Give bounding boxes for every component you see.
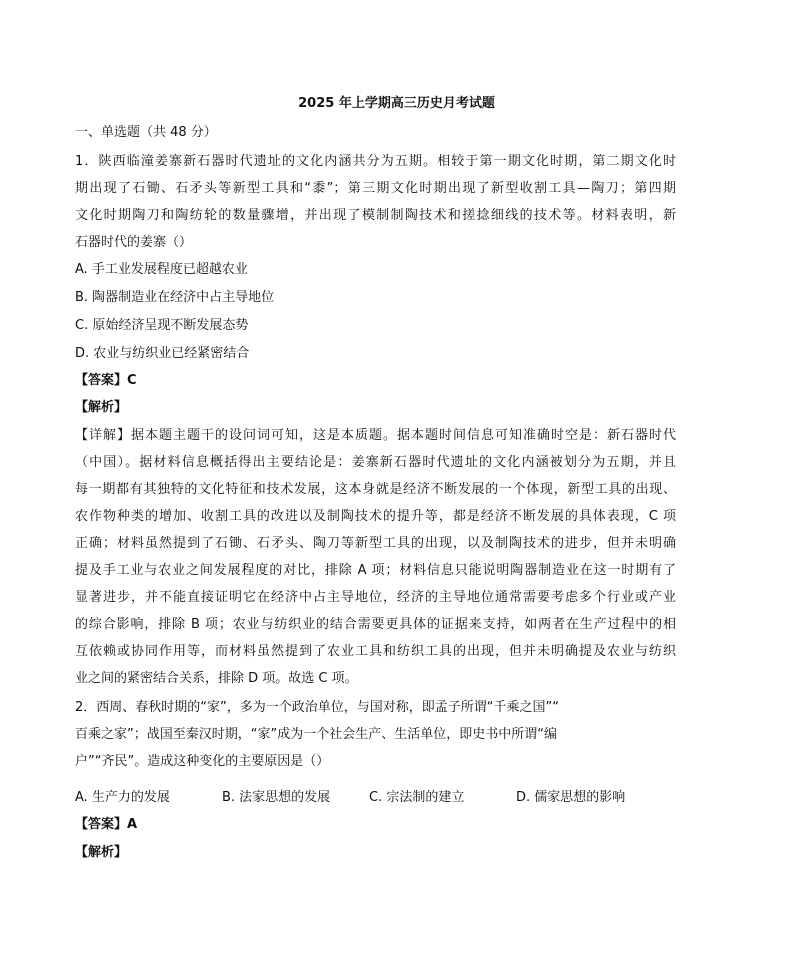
q1-option-a: A. 手工业发展程度已超越农业 bbox=[75, 262, 248, 277]
q1-detail-line: 的综合影响，排除 B 项；农业与纺织业的结合需要更具体的证据来支持，如两者在生产过程中的相 bbox=[75, 617, 676, 632]
doc-title: 2025 年上学期高三历史月考试题 bbox=[298, 96, 495, 111]
q1-detail-line: 显著进步，并不能直接证明它在经济中占主导地位，经济的主导地位通常需要考虑多个行业或产业 bbox=[75, 590, 676, 605]
q1-detail-line: 业之间的紧密结合关系，排除 D 项。故选 C 项。 bbox=[75, 671, 358, 686]
q2-stem-line: 2．西周、春秋时期的“家”，多为一个政治单位，与国对称，即孟子所谓“千乘之国”“ bbox=[75, 700, 559, 715]
q1-stem-line: 期出现了石锄、石矛头等新型工具和“黍”；第三期文化时期出现了新型收割工具—陶刀；第四期 bbox=[75, 181, 676, 196]
q1-detail-line: （中国）。据材料信息概括得出主要结论是：姜寨新石器时代遗址的文化内涵被划分为五期，并且 bbox=[75, 455, 676, 470]
q2-stem-line: 百乘之家”；战国至秦汉时期，“家”成为一个社会生产、生活单位，即史书中所谓“编 bbox=[75, 727, 557, 742]
q1-detail-line: 【详解】据本题主题干的设问词可知，这是本质题。据本题时间信息可知准确时空是：新石器时代 bbox=[75, 428, 676, 443]
q1-detail-line: 提及手工业与农业之间发展程度的对比，排除 A 项；材料信息只能说明陶器制造业在这一时期有了 bbox=[75, 563, 676, 578]
q1-detail-line: 正确；材料虽然提到了石锄、石矛头、陶刀等新型工具的出现，以及制陶技术的进步，但并未明确 bbox=[75, 536, 676, 551]
q1-option-c: C. 原始经济呈现不断发展态势 bbox=[75, 318, 249, 333]
q1-detail-line: 每一期都有其独特的文化特征和技术发展，这本身就是经济不断发展的一个体现，新型工具的出现、 bbox=[75, 482, 676, 497]
q1-stem-line: 文化时期陶刀和陶纺轮的数量骤增，并出现了模制制陶技术和搓捻细线的技术等。材料表明，新 bbox=[75, 208, 676, 223]
q1-option-b: B. 陶器制造业在经济中占主导地位 bbox=[75, 290, 275, 305]
q2-option-a: A. 生产力的发展 bbox=[75, 790, 170, 805]
q2-answer: 【答案】A bbox=[75, 817, 138, 832]
q1-option-d: D. 农业与纺织业已经紧密结合 bbox=[75, 346, 250, 361]
q1-stem-line: 1．陕西临潼姜寨新石器时代遗址的文化内涵共分为五期。相较于第一期文化时期，第二期文化时 bbox=[75, 154, 676, 169]
q2-option-b: B. 法家思想的发展 bbox=[222, 790, 331, 805]
section-heading: 一、单选题（共 48 分） bbox=[75, 125, 217, 140]
q2-analysis-label: 【解析】 bbox=[75, 845, 128, 860]
q2-option-d: D. 儒家思想的影响 bbox=[516, 790, 626, 805]
q2-option-c: C. 宗法制的建立 bbox=[369, 790, 465, 805]
q1-stem-line: 石器时代的姜寨（） bbox=[75, 235, 193, 250]
q1-detail-line: 农作物种类的增加、收割工具的改进以及制陶技术的提升等，都是经济不断发展的具体表现，C 项 bbox=[75, 509, 676, 524]
q1-answer: 【答案】C bbox=[75, 373, 137, 388]
q2-stem-line: 户”“齐民”。造成这种变化的主要原因是（） bbox=[75, 754, 330, 769]
q1-detail-line: 互依赖或协同作用等，而材料虽然提到了农业工具和纺织工具的出现，但并未明确提及农业与纺织 bbox=[75, 644, 676, 659]
q1-analysis-label: 【解析】 bbox=[75, 400, 128, 415]
